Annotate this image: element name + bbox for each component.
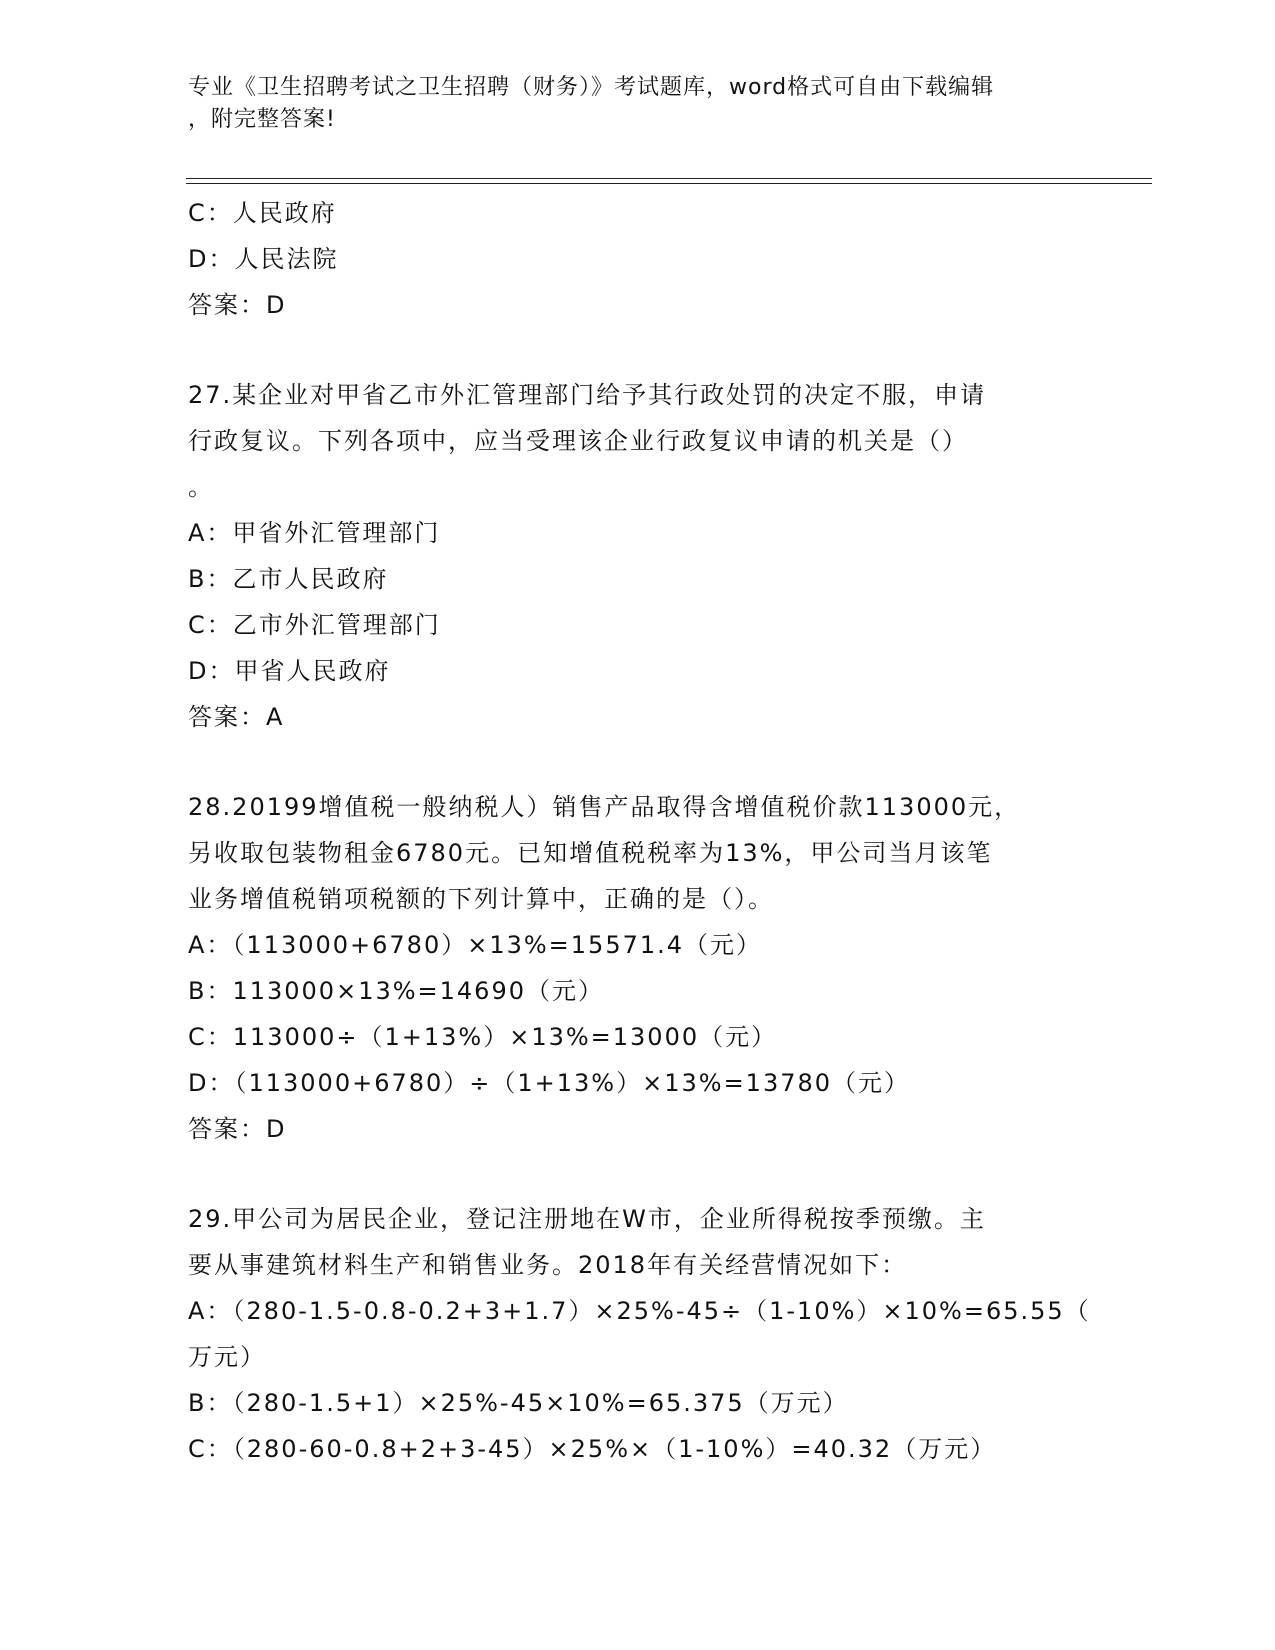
option-b: B：（280-1.5+1）×25%-45×10%=65.375（万元） bbox=[188, 1389, 849, 1417]
spacer bbox=[188, 740, 1088, 784]
answer: 答案：A bbox=[188, 703, 285, 731]
previous-question-tail bbox=[188, 190, 1088, 328]
question-28 bbox=[188, 784, 1088, 1152]
question-27 bbox=[188, 372, 1088, 740]
question-text-line: 要从事建筑材料生产和销售业务。2018年有关经营情况如下： bbox=[188, 1251, 908, 1279]
option-c: C：人民政府 bbox=[188, 199, 337, 227]
document-body bbox=[188, 190, 1091, 1472]
document-header bbox=[188, 72, 1068, 136]
question-text-line: 另收取包装物租金6780元。已知增值税税率为13%，甲公司当月该笔 bbox=[188, 839, 993, 867]
option-d: D：甲省人民政府 bbox=[188, 657, 391, 685]
question-29 bbox=[188, 1196, 1091, 1472]
answer: 答案：D bbox=[188, 291, 287, 319]
question-text-line: 29.甲公司为居民企业，登记注册地在W市，企业所得税按季预缴。主 bbox=[188, 1205, 986, 1233]
question-text-line: 行政复议。下列各项中，应当受理该企业行政复议申请的机关是（） bbox=[188, 427, 968, 455]
option-b: B：113000×13%=14690（元） bbox=[188, 977, 604, 1005]
option-c: C：113000÷（1+13%）×13%=13000（元） bbox=[188, 1023, 778, 1051]
option-a: A：（113000+6780）×13%=15571.4（元） bbox=[188, 931, 763, 959]
question-text-line: 。 bbox=[188, 473, 214, 501]
question-text-line: 28.20199增值税一般纳税人）销售产品取得含增值税价款113000元， bbox=[188, 793, 1021, 821]
header-rule-top bbox=[186, 178, 1152, 179]
question-text-line: 27.某企业对甲省乙市外汇管理部门给予其行政处罚的决定不服，申请 bbox=[188, 381, 987, 409]
question-text-line: 业务增值税销项税额的下列计算中，正确的是（）。 bbox=[188, 885, 774, 913]
option-d: D：人民法院 bbox=[188, 245, 339, 273]
option-a-continued: 万元） bbox=[188, 1343, 266, 1371]
spacer bbox=[188, 328, 1088, 372]
option-c: C：乙市外汇管理部门 bbox=[188, 611, 441, 639]
answer: 答案：D bbox=[188, 1115, 287, 1143]
option-a: A：甲省外汇管理部门 bbox=[188, 519, 441, 547]
option-a: A：（280-1.5-0.8-0.2+3+1.7）×25%-45÷（1-10%）×10%=65.55（ bbox=[188, 1297, 1091, 1325]
option-d: D：（113000+6780）÷（1+13%）×13%=13780（元） bbox=[188, 1069, 911, 1097]
option-c: C：（280-60-0.8+2+3-45）×25%×（1-10%）=40.32（万元） bbox=[188, 1435, 997, 1463]
header-rule-bottom bbox=[186, 183, 1152, 184]
spacer bbox=[188, 1152, 1088, 1196]
option-b: B：乙市人民政府 bbox=[188, 565, 389, 593]
header-line-2: ，附完整答案! bbox=[188, 107, 336, 132]
header-line-1: 专业《卫生招聘考试之卫生招聘（财务）》考试题库，word格式可自由下载编辑 bbox=[188, 75, 995, 100]
